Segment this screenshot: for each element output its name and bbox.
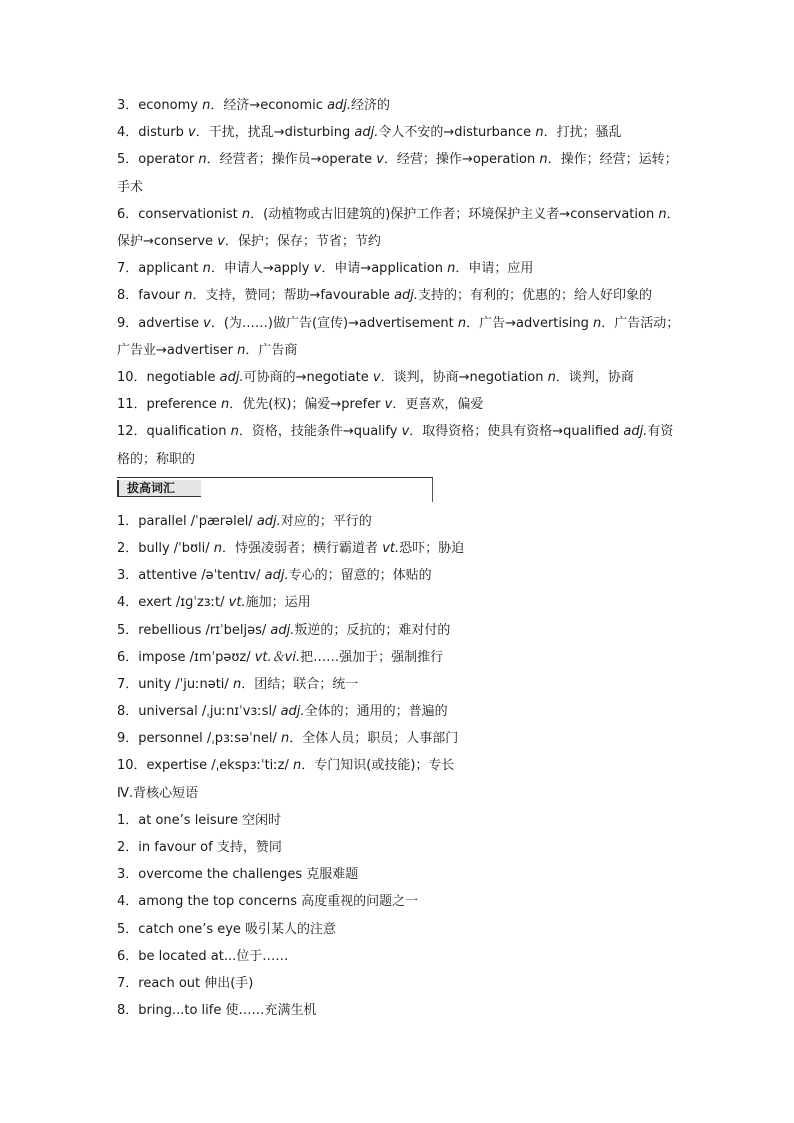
list-item: 6．impose /ɪmˈpəʊz/ vt.＆vi.把……强加于；强制推行 [117, 649, 444, 665]
list-item: 8．universal /ˌjuːnɪˈvɜːsl/ adj.全体的；通用的；普遍的 [117, 704, 448, 720]
list-item: 9．advertise v．(为……)做广告(宣传)→advertisement n．广告→advertising n．广告活动；广告业→advertiser n．广告商 [117, 315, 680, 358]
list-item: 4．among the top concerns 高度重视的问题之一 [117, 894, 419, 910]
box-divider [432, 478, 433, 502]
section-heading: Ⅳ.背核心短语 [117, 785, 199, 801]
list-item: 1．at one’s leisure 空闲时 [117, 812, 282, 828]
list-item: 3．attentive /əˈtentɪv/ adj.专心的；留意的；体贴的 [117, 568, 432, 584]
list-item: 10．expertise /ˌekspɜːˈtiːz/ n．专门知识(或技能)；专长 [117, 758, 455, 774]
phrase-list [117, 807, 682, 1025]
list-item: 6．conservationist n．(动植物或古旧建筑的)保护工作者；环境保护主义者→conservation n．保护→conserve v．保护；保存；节省；节约 [117, 206, 680, 249]
list-item: 4．exert /ɪɡˈzɜːt/ vt.施加；运用 [117, 595, 311, 611]
list-item: 5．operator n．经营者；操作员→operate v．经营；操作→operation n．操作；经营；运转；手术 [117, 152, 678, 195]
list-item: 8．favour n．支持，赞同；帮助→favourable adj.支持的；有利的；优惠的；给人好印象的 [117, 288, 653, 304]
list-item: 7．unity /ˈjuːnəti/ n．团结；联合；统一 [117, 676, 359, 692]
list-item: 10．negotiable adj.可协商的→negotiate v．谈判，协商→negotiation n．谈判，协商 [117, 369, 634, 385]
word-family-list [117, 92, 682, 473]
list-item: 5．rebellious /rɪˈbeljəs/ adj.叛逆的；反抗的；难对付的 [117, 622, 451, 638]
section-label-box [117, 477, 433, 502]
list-item: 8．bring...to life 使……充满生机 [117, 1003, 317, 1019]
advanced-vocab-list [117, 508, 682, 780]
list-item: 1．parallel /ˈpærəlel/ adj.对应的；平行的 [117, 513, 372, 529]
list-item: 7．applicant n．申请人→apply v．申请→application n．申请；应用 [117, 261, 534, 277]
section-label: 拔高词汇 [117, 480, 201, 497]
content [117, 92, 682, 1024]
list-item: 11．preference n．优先(权)；偏爱→prefer v．更喜欢，偏爱 [117, 397, 484, 413]
list-item: 7．reach out 伸出(手) [117, 975, 254, 991]
list-item: 5．catch one’s eye 吸引某人的注意 [117, 921, 337, 937]
list-item: 9．personnel /ˌpɜːsəˈnel/ n．全体人员；职员；人事部门 [117, 731, 459, 747]
list-item: 4．disturb v．干扰，扰乱→disturbing adj.令人不安的→disturbance n．打扰；骚乱 [117, 125, 622, 141]
list-item: 2．in favour of 支持，赞同 [117, 840, 282, 855]
list-item: 3．economy n．经济→economic adj.经济的 [117, 98, 391, 113]
list-item: 12．qualification n．资格，技能条件→qualify v．取得资格；使具有资格→qualified adj.有资格的；称职的 [117, 424, 674, 467]
list-item: 3．overcome the challenges 克服难题 [117, 867, 359, 883]
list-item: 6．be located at...位于…… [117, 948, 289, 964]
list-item: 2．bully /ˈbʊli/ n．恃强凌弱者；横行霸道者 vt.恐吓；胁迫 [117, 540, 465, 556]
